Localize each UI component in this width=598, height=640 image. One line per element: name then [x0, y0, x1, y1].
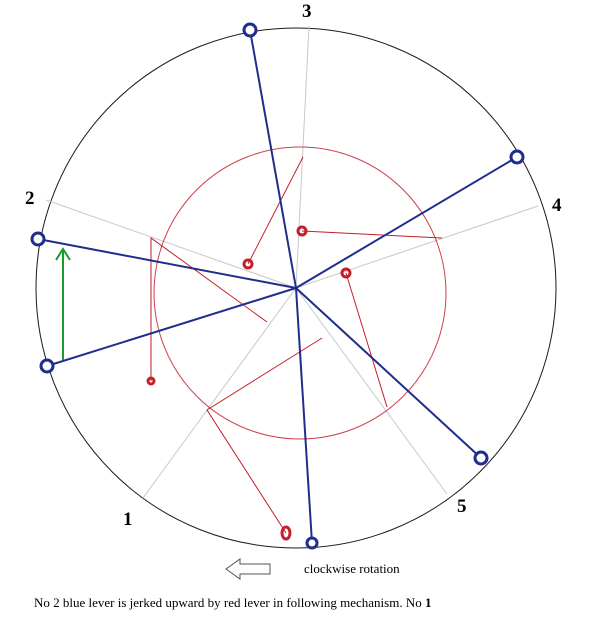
caption-text: No 2 blue lever is jerked upward by red lever in following mechanism. No: [34, 595, 425, 610]
blue-lever-4: [296, 157, 517, 288]
blue-end-rings: [32, 24, 523, 548]
label-number-5: 5: [457, 496, 467, 517]
label-number-4: 4: [552, 195, 562, 216]
label-number-3: 3: [302, 1, 312, 22]
label-number-1: 1: [123, 509, 133, 530]
blue-end-ring: [244, 24, 256, 36]
blue-end-ring: [32, 233, 44, 245]
blue-end-ring: [307, 538, 317, 548]
upward-jerk-arrow: [56, 249, 70, 360]
rotation-direction-arrow: [226, 559, 270, 579]
rotation-note: clockwise rotation: [304, 561, 400, 576]
blue-lever-3: [250, 30, 296, 288]
red-levers: [151, 157, 442, 533]
red-lever-3: [302, 231, 442, 238]
blue-end-ring: [475, 452, 487, 464]
blue-lever-1: [296, 288, 312, 543]
caption-bold-number: 1: [424, 595, 432, 610]
blue-end-ring: [41, 360, 53, 372]
blue-lever-5: [296, 288, 481, 458]
label-number-2: 2: [25, 188, 35, 209]
blue-end-ring: [511, 151, 523, 163]
blue-lever-2-lower: [47, 288, 296, 366]
caption: [34, 595, 431, 611]
